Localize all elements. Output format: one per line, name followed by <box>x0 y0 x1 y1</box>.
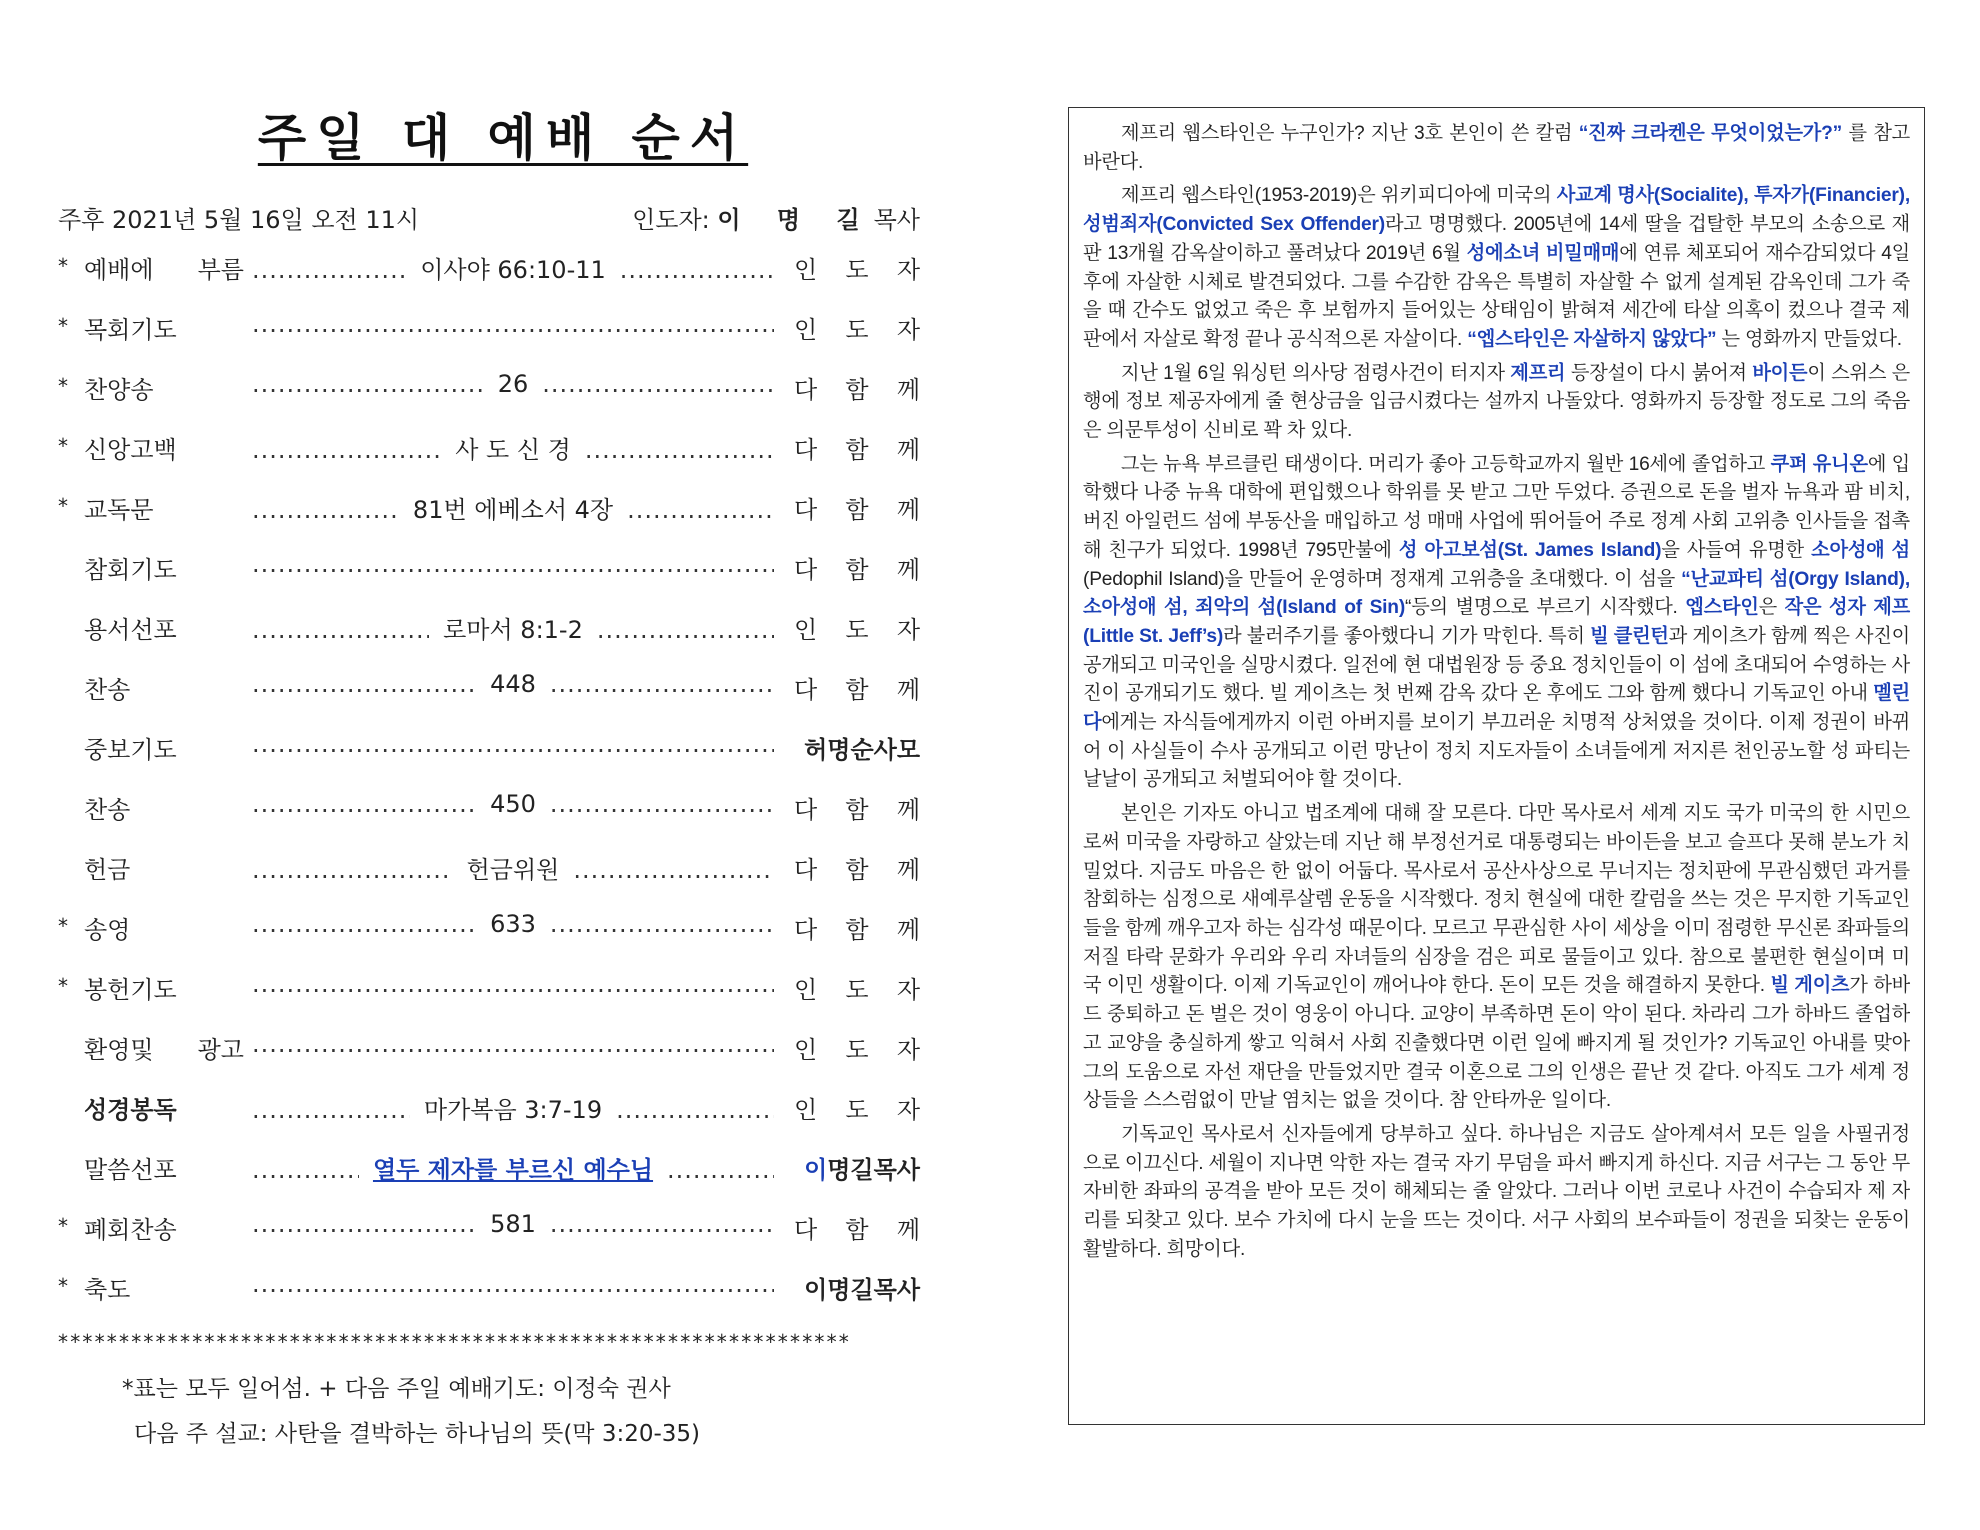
highlighted-term: 멜린다 <box>1083 683 1910 734</box>
next-sermon: 다음 주 설교: 사탄을 결박하는 하나님의 뜻(막 3:20-35) <box>134 1421 701 1447</box>
order-person: 다 함 께 <box>794 496 920 524</box>
standing-marker: * <box>58 914 68 938</box>
order-person <box>794 1150 920 1185</box>
dot-leader <box>252 250 774 285</box>
highlighted-term: “엡스타인은 자살하지 않았다” <box>1467 328 1717 350</box>
article-text: 제프리 웹스타인은 누구인가? 지난 3호 본인이 쓴 칼럼 <box>1121 123 1579 144</box>
highlighted-term: 성 아고보섬(St. James Island) <box>1398 539 1662 561</box>
order-label: 교독문 <box>84 496 154 524</box>
order-label: 신앙고백 <box>84 436 177 464</box>
standing-marker: * <box>58 1214 68 1238</box>
dot-leader <box>252 1270 774 1298</box>
order-label: 성경봉독 <box>84 1096 177 1124</box>
standing-marker: * <box>58 434 68 458</box>
article-text: 등장설이 다시 붉어져 <box>1565 362 1753 384</box>
dot-leader <box>252 550 774 578</box>
order-detail: 581 <box>490 1210 536 1238</box>
article-text: 이 스위스 은행에 정보 제공자에게 줄 현상금을 입금시켰다는 설까지 나돌았다. 영화까지 등장할 정도로 그의 죽음은 의문투성이 신비로 꽉 차 있다. <box>1083 362 1911 442</box>
order-person: 다 함 께 <box>794 676 920 704</box>
order-row <box>58 430 920 490</box>
standing-marker: * <box>58 254 68 278</box>
article-text: 에게는 자식들에게까지 이런 아버지를 보이기 부끄러운 치명적 상처였을 것이다. 이제 정권이 바뀌어 이 사실들이 수사 공개되고 이런 망난이 정치 지도자들이 소녀들에게 저지른 천인공노할 성 파티는 날날이 공개되고 처벌되어야 할 것이다. <box>1083 712 1910 791</box>
article-paragraph <box>1083 800 1910 1116</box>
article-text: 라 불러주기를 좋아했다니 기가 막힌다. 특히 <box>1223 625 1591 647</box>
standing-marker: * <box>58 974 68 998</box>
highlighted-term: 빌 클린턴 <box>1590 625 1669 647</box>
article-text: 를 참고 바란다. <box>1083 123 1910 173</box>
article-text: “등의 별명으로 부르기 시작했다. <box>1405 597 1686 619</box>
order-row <box>58 1210 920 1270</box>
order-person: 인 도 자 <box>794 976 920 1004</box>
article-text: 을 사들여 유명한 <box>1661 539 1812 561</box>
order-label: 용서선포 <box>84 616 177 644</box>
dot-leader <box>252 970 774 998</box>
article-text: 기독교인 목사로서 신자들에게 당부하고 싶다. 하나님은 지금도 살아계셔서 모든 일을 사필귀정으로 이끄신다. 세월이 지나면 악한 자는 결국 자기 무덤을 파서 빠지게 하신다. 지금 서구는 그 동안 무자비한 좌파의 공격을 받아 모든 것이 해체되는 줄 알았다. 그러나 이번 코로나 사건이 수습되자 제 자리를 되찾고 있다. 보수 가치에 다시 눈을 뜨는 것이다. 서구 사회의 보수파들이 정권을 되찾는 운동이 활발하다. 희망이다. <box>1083 1123 1910 1260</box>
dot-leader <box>252 1030 774 1058</box>
standing-marker: * <box>58 314 68 338</box>
order-person: 다 함 께 <box>794 856 920 884</box>
order-row <box>58 970 920 1030</box>
article-text: 라고 명명했다. 2005년에 14세 딸을 겁탈한 부모의 소송으로 재판 13개월 감옥살이하고 풀려났다 2019년 6월 <box>1083 214 1910 264</box>
order-row <box>58 730 920 790</box>
order-row <box>58 850 920 910</box>
order-of-worship <box>58 98 920 1448</box>
order-row <box>58 1090 920 1150</box>
order-detail: 마가복음 3:7-19 <box>423 1096 603 1124</box>
dot-leader <box>252 1210 774 1238</box>
worship-header <box>58 200 920 240</box>
standing-marker: * <box>58 1274 68 1298</box>
footnote: *표는 모두 일어섬. + 다음 주일 예배기도: 이정숙 권사 <box>122 1376 671 1402</box>
order-label: 중보기도 <box>84 736 177 764</box>
order-row <box>58 670 920 730</box>
order-list <box>58 250 920 1330</box>
highlighted-term: 제프리 <box>1510 362 1566 384</box>
order-label: 목회기도 <box>84 316 177 344</box>
order-person: 다 함 께 <box>794 796 920 824</box>
order-row <box>58 1270 920 1330</box>
order-person: 인 도 자 <box>794 256 920 284</box>
order-row <box>58 550 920 610</box>
preacher-initial: 이 <box>804 1156 828 1184</box>
worship-date: 주후 2021년 5월 16일 오전 11시 <box>58 206 420 234</box>
dot-leader <box>252 910 774 938</box>
order-label: 헌금 <box>84 856 131 884</box>
dot-leader <box>252 610 774 645</box>
order-label: 찬양송 <box>84 376 154 404</box>
order-person: 다 함 께 <box>794 436 920 464</box>
article-text: 지난 1월 6일 워싱턴 의사당 점령사건이 터지자 <box>1121 362 1511 384</box>
order-person: 다 함 께 <box>794 556 920 584</box>
order-person: 다 함 께 <box>794 916 920 944</box>
highlighted-term: 엡스타인 <box>1685 597 1759 619</box>
order-label: 폐회찬송 <box>84 1216 177 1244</box>
dot-leader <box>252 1090 774 1125</box>
article-text: 본인은 기자도 아니고 법조계에 대해 잘 모른다. 다만 목사로서 세계 지도 국가 미국의 한 시민으로써 미국을 자랑하고 살았는데 지난 해 부정선거로 대통령되는 바이든을 보고 슬프다 못해 분노가 치밀었다. 지금도 마음은 한 없이 어둡다. 목사로서 공산사상으로 무너지는 정치판에 무관심했던 과거를 참회하는 심정으로 새예루살렘 운동을 시작했다. 정치 현실에 대한 칼럼을 쓰는 것은 무지한 기독교인들을 함께 깨우고자 하는 심각성 때문이다. 모르고 무관심한 사이 세상을 이미 점령한 무신론 좌파들의 저질 타락 문화가 우리와 우리 자녀들의 심장을 검은 피로 물들이고 있다. 참으로 불편한 현실이며 미국 이민 생활이다. 이제 기독교인이 깨어나야 한다. 돈이 모든 것을 해결하지 못한다. <box>1083 803 1910 997</box>
article-text: 그는 뉴욕 부르클린 태생이다. 머리가 좋아 고등학교까지 월반 16세에 졸업하고 <box>1121 453 1771 475</box>
order-row <box>58 250 920 310</box>
article-paragraph <box>1083 1121 1910 1265</box>
order-detail: 448 <box>490 670 536 698</box>
order-detail: 열두 제자를 부르신 예수님 <box>372 1156 654 1184</box>
order-row <box>58 610 920 670</box>
dot-leader <box>252 730 774 758</box>
order-detail: 로마서 8:1-2 <box>443 616 583 644</box>
article-text: 은 <box>1758 597 1785 619</box>
order-label: 환영및 광고 <box>84 1036 244 1064</box>
order-person: 이명길목사 <box>804 1276 920 1304</box>
divider-stars: ***************************************************************** <box>58 1330 851 1354</box>
page-title: 주일 대 예배 순서 <box>257 109 749 167</box>
order-detail: 26 <box>497 370 529 398</box>
dot-leader <box>252 310 774 338</box>
order-detail: 이사야 66:10-11 <box>420 256 606 284</box>
order-row <box>58 490 920 550</box>
order-label: 봉헌기도 <box>84 976 177 1004</box>
order-detail: 사 도 신 경 <box>455 436 571 464</box>
order-label: 송영 <box>84 916 131 944</box>
worship-leader <box>632 200 920 235</box>
leader-name: 이 명 길 <box>717 206 874 234</box>
order-label: 찬송 <box>84 796 131 824</box>
order-person: 인 도 자 <box>794 1096 920 1124</box>
order-person: 인 도 자 <box>794 616 920 644</box>
highlighted-term: “난교파티 섬(Orgy Island), 소아성애 섬, 죄악의 섬(Island of Sin) <box>1083 568 1911 619</box>
dot-leader <box>252 1150 774 1185</box>
dot-leader <box>252 490 774 525</box>
article-paragraph <box>1083 182 1910 354</box>
article-text: 과 게이츠가 함께 찍은 사진이 공개되고 미국인을 실망시켰다. 일전에 현 대법원장 등 중요 정치인들이 이 섬에 초대되어 수영하는 사진이 공개되기도 했다. 빌 게이츠는 첫 번째 감옥 갔다 온 후에도 그와 함께 했다니 기독교인 아내 <box>1083 625 1911 705</box>
article-paragraph <box>1083 120 1910 177</box>
article-paragraph <box>1083 360 1910 446</box>
order-detail: 81번 에베소서 4장 <box>412 496 614 524</box>
order-person: 인 도 자 <box>794 316 920 344</box>
highlighted-term: 빌 게이츠 <box>1770 975 1850 997</box>
order-row <box>58 910 920 970</box>
article-text: 는 영화까지 만들었다. <box>1716 328 1902 350</box>
order-person: 인 도 자 <box>794 1036 920 1064</box>
highlighted-term: 사교계 명사(Socialite), 투자가(Financier), 성범죄자(Convicted Sex Offender) <box>1083 185 1910 236</box>
preacher-rest: 명길목사 <box>827 1156 920 1184</box>
highlighted-term: 작은 성자 제프(Little St. Jeff’s) <box>1083 597 1910 647</box>
order-person: 다 함 께 <box>794 1216 920 1244</box>
order-label: 예배에 부름 <box>84 256 244 284</box>
highlighted-term: 바이든 <box>1752 362 1808 384</box>
order-person: 다 함 께 <box>794 376 920 404</box>
standing-marker: * <box>58 494 68 518</box>
order-row <box>58 370 920 430</box>
standing-marker: * <box>58 374 68 398</box>
article-text: (Pedophil Island)을 만들어 운영하며 정재계 고위층을 초대했다. 이 섬을 <box>1083 568 1682 590</box>
leader-label: 인도자: <box>632 206 710 234</box>
order-person: 허명순사모 <box>804 736 920 764</box>
dot-leader <box>252 790 774 818</box>
order-label: 찬송 <box>84 676 131 704</box>
article-text: 에 입학했다 나중 뉴욕 대학에 편입했으나 학위를 못 받고 그만 두었다. 증권으로 돈을 벌자 뉴욕과 팜 비치, 버진 아일런드 섬에 부동산을 매입하고 성 매매 사업에 뛰어들어 주로 정계 사회 고위층 인사들을 접촉해 친구가 되었다. 1998년 795만불에 <box>1083 453 1910 561</box>
highlighted-term: 쿠퍼 유니온 <box>1770 453 1868 475</box>
article-text: 제프리 웹스타인(1953-2019)은 위키피디아에 미국의 <box>1121 185 1557 207</box>
order-label: 축도 <box>84 1276 131 1304</box>
article-text: 가 하바드 중퇴하고 돈 벌은 것이 영웅이 아니다. 교양이 부족하면 돈이 악이 된다. 차라리 그가 하바드 졸업하고 교양을 충실하게 쌓고 익혀서 사회 진출했다면 이런 일에 빠지게 될 것인가? 기독교인 아내를 맞아 그의 도움으로 자선 재단을 만들었지만 결국 이혼으로 그의 인생은 끝난 것 같다. 아직도 그가 세계 정상들을 스스럼없이 만날 염치는 없을 것이다. 참 안타까운 일이다. <box>1083 975 1910 1112</box>
dot-leader <box>252 850 774 885</box>
dot-leader <box>252 370 774 398</box>
article-paragraph <box>1083 451 1910 795</box>
leader-title: 목사 <box>873 206 920 234</box>
highlighted-term: “진짜 크라켄은 무엇이었는가?” <box>1578 123 1843 144</box>
dot-leader <box>252 430 774 465</box>
order-label: 참회기도 <box>84 556 177 584</box>
highlighted-term: 성에소녀 비밀매매 <box>1466 242 1620 264</box>
order-detail: 450 <box>490 790 536 818</box>
order-row <box>58 790 920 850</box>
order-detail: 633 <box>490 910 536 938</box>
article-text: 에 연류 체포되어 재수감되었다 4일 후에 자살한 시체로 발견되었다. 그를 수감한 감옥은 특별히 자살할 수 없게 설계된 감옥인데 그가 죽을 때 간수도 없었고 죽은 후 보험까지 들어있는 상태임이 밝혀져 세간에 타살 의혹이 컸으나 결국 제판에서 자살로 확정 끝나 공식적으론 자살이다. <box>1083 242 1910 350</box>
dot-leader <box>252 670 774 698</box>
order-row <box>58 310 920 370</box>
order-label: 말씀선포 <box>84 1156 177 1184</box>
column-article <box>1068 107 1925 1425</box>
highlighted-term: 소아성애 섬 <box>1811 539 1910 561</box>
order-row <box>58 1030 920 1090</box>
order-detail: 헌금위원 <box>466 856 560 884</box>
order-row <box>58 1150 920 1210</box>
